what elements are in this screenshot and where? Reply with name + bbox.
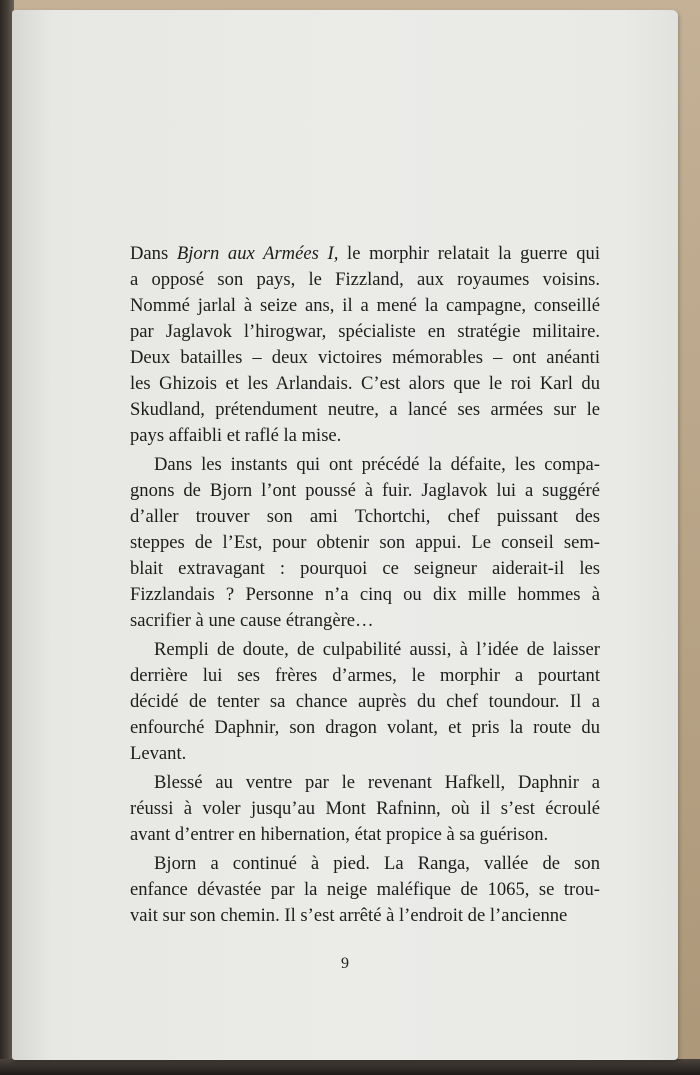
text-line: avant d’entrer en hibernation, état propice à sa guérison. [130,824,549,845]
text-line: Dans les instants qui ont précédé la défaite, les compa- [154,454,600,475]
paragraph [130,851,600,929]
book-page [12,10,678,1060]
text-line [130,241,600,267]
text-line: Nommé jarlal à seize ans, il a mené la campagne, conseillé [130,295,600,316]
body-text [130,241,600,929]
text-line: vait sur son chemin. Il s’est arrêté à l’endroit de l’ancienne [130,905,568,926]
text-line: enfance dévastée par la neige maléfique de 1065, se trou- [130,879,600,900]
text-line: Deux batailles – deux victoires mémorables – ont anéanti [130,347,600,368]
text-line: décidé de tenter sa chance auprès du chef toundour. Il a [130,691,600,712]
text-line: derrière lui ses frères d’armes, le morphir a pourtant [130,665,600,686]
text-line: par Jaglavok l’hirogwar, spécialiste en stratégie militaire. [130,321,600,342]
paragraph [130,637,600,767]
paragraph [130,452,600,634]
text-line: steppes de l’Est, pour obtenir son appui. Le conseil sem- [130,532,600,553]
text-line: a opposé son pays, le Fizzland, aux royaumes voisins. [130,269,600,290]
text-line: gnons de Bjorn l’ont poussé à fuir. Jaglavok lui a suggéré [130,480,600,501]
book-bottom-edge [0,1059,700,1075]
italic-title: Bjorn aux Armées I, [176,243,339,264]
page-number: 9 [341,955,349,972]
paragraph [130,241,600,449]
text-segment: le morphir relatait la guerre qui [338,243,600,264]
text-line: Bjorn a continué à pied. La Ranga, vallée de son [154,853,600,874]
text-line: enfourché Daphnir, son dragon volant, et pris la route du [130,717,600,738]
text-line: Rempli de doute, de culpabilité aussi, à l’idée de laisser [154,639,600,660]
text-line: Skudland, prétendument neutre, a lancé ses armées sur le [130,399,600,420]
text-line: d’aller trouver son ami Tchortchi, chef puissant des [130,506,600,527]
text-line: blait extravagant : pourquoi ce seigneur aiderait-il les [130,558,600,579]
text-line: sacrifier à une cause étrangère… [130,610,374,631]
paragraph [130,770,600,848]
text-line: Blessé au ventre par le revenant Hafkell, Daphnir a [154,772,600,793]
text-line: pays affaibli et raflé la mise. [130,425,342,446]
text-segment: Dans [130,243,177,264]
text-line: Levant. [130,743,187,764]
text-line: Fizzlandais ? Personne n’a cinq ou dix mille hommes à [130,584,600,605]
text-line: les Ghizois et les Arlandais. C’est alors que le roi Karl du [130,373,600,394]
text-line: réussi à voler jusqu’au Mont Rafninn, où il s’est écroulé [130,798,600,819]
